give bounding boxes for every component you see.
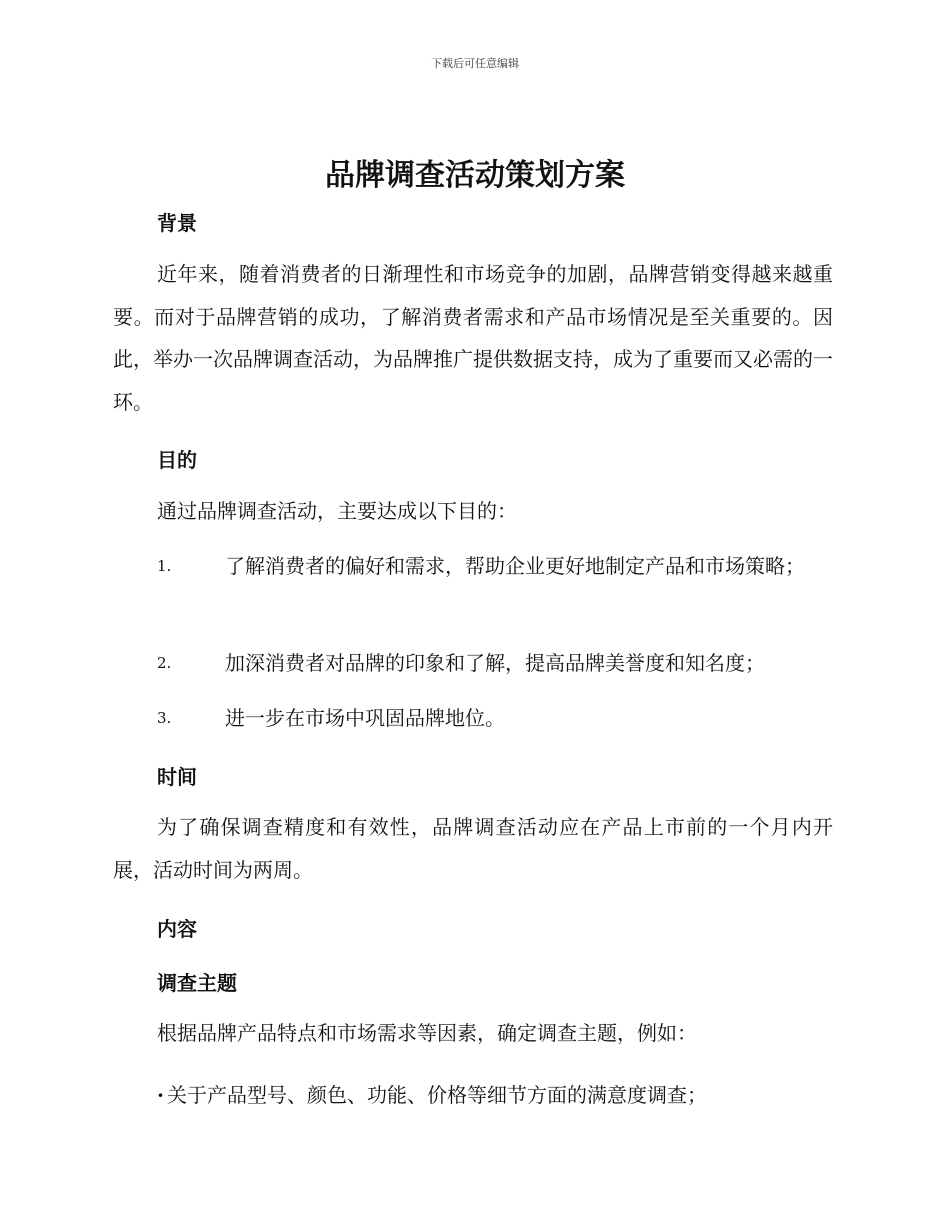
list-number: 3. <box>157 709 172 727</box>
purpose-list-item-1 <box>113 545 833 588</box>
list-number: 2. <box>157 654 172 672</box>
purpose-intro: 通过品牌调查活动，主要达成以下目的： <box>157 499 517 523</box>
bullet-text: 关于产品型号、颜色、功能、价格等细节方面的满意度调查； <box>167 1083 707 1107</box>
bullet-item <box>157 1079 707 1108</box>
list-text: 进一步在市场中巩固品牌地位。 <box>225 706 505 730</box>
heading-background: 背景 <box>157 211 197 235</box>
background-paragraph: 近年来，随着消费者的日渐理性和市场竞争的加剧，品牌营销变得越来越重要。而对于品牌营销的成功，了解消费者需求和产品市场情况是至关重要的。因此，举办一次品牌调查活动，为品牌推广提供数据支持，成为了重要而又必需的一环。 <box>113 262 833 414</box>
content-intro: 根据品牌产品特点和市场需求等因素，确定调查主题，例如： <box>157 1021 697 1045</box>
subheading-survey-topic: 调查主题 <box>157 971 237 995</box>
heading-purpose: 目的 <box>157 448 197 472</box>
purpose-list-item-2 <box>113 642 833 685</box>
list-number: 1. <box>157 557 172 575</box>
bullet-icon: · <box>157 1083 164 1107</box>
document-title: 品牌调查活动策划方案 <box>325 158 625 193</box>
purpose-list-item-3 <box>113 697 833 740</box>
list-text: 了解消费者的偏好和需求，帮助企业更好地制定产品和市场策略； <box>225 554 805 578</box>
header-note: 下载后可任意编辑 <box>431 57 519 70</box>
heading-time: 时间 <box>157 765 197 789</box>
time-paragraph: 为了确保调查精度和有效性，品牌调查活动应在产品上市前的一个月内开展，活动时间为两周。 <box>113 815 833 882</box>
heading-content: 内容 <box>157 917 197 941</box>
list-text: 加深消费者对品牌的印象和了解，提高品牌美誉度和知名度； <box>225 651 765 675</box>
